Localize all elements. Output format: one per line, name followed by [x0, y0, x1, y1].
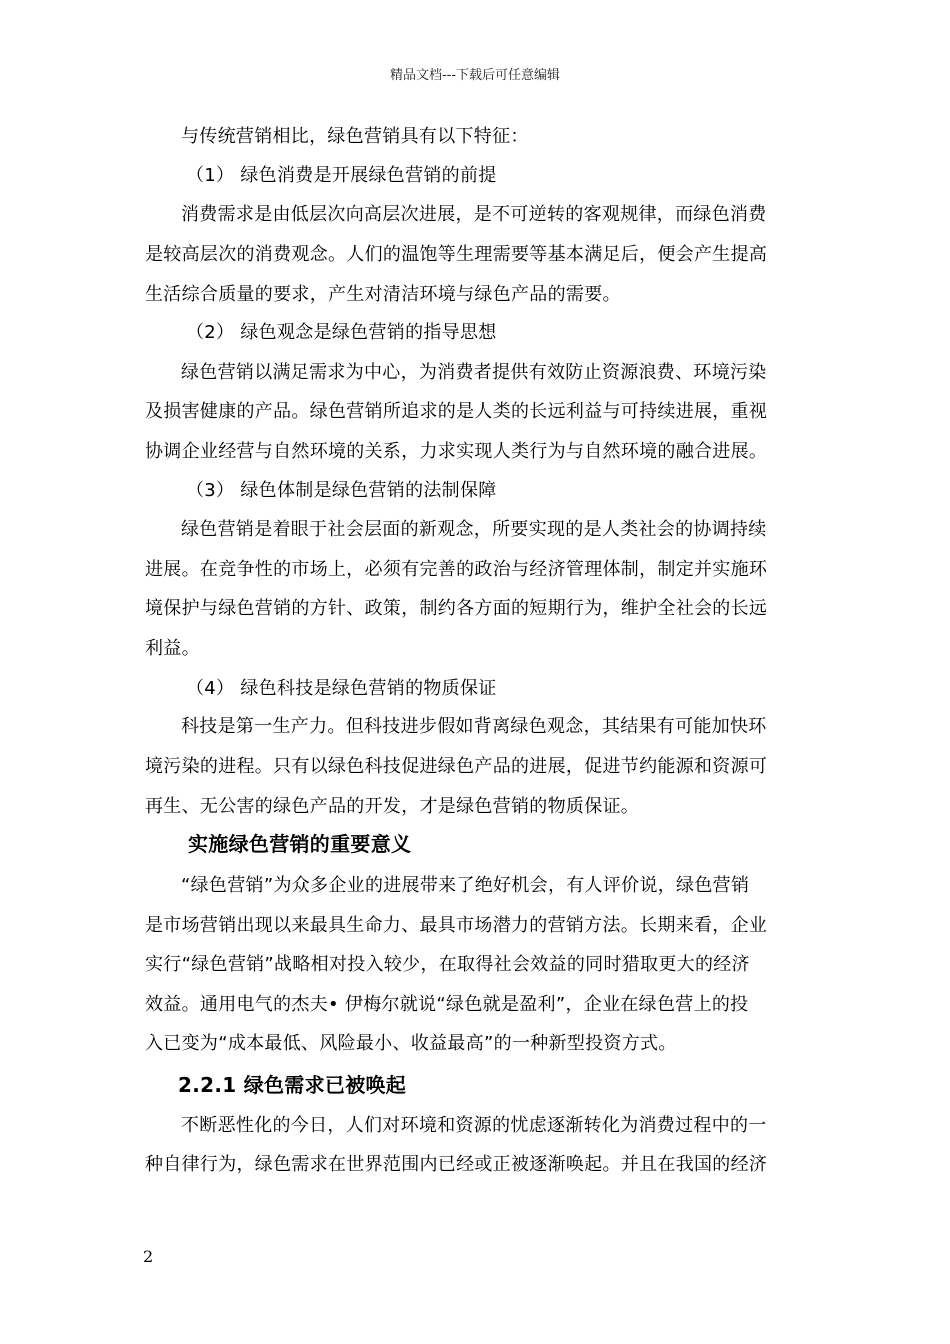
paragraph-line: 利益。 — [145, 638, 200, 659]
paragraph-line: 实行“绿色营销”战略相对投入较少，在取得社会效益的同时猎取更大的经济 — [145, 954, 750, 975]
subheading-4: （4） 绿色科技是绿色营销的物质保证 — [186, 678, 497, 699]
paragraph-line: 及损害健康的产品。绿色营销所追求的是人类的长远利益与可持续进展，重视 — [145, 401, 768, 422]
page-header: 精品文档---下载后可任意编辑 — [389, 68, 561, 83]
paragraph-line: 是较高层次的消费观念。人们的温饱等生理需要等基本满足后，便会产生提高 — [145, 244, 768, 265]
paragraph-line: 再生、无公害的绿色产品的开发，才是绿色营销的物质保证。 — [145, 796, 640, 817]
section-heading: 实施绿色营销的重要意义 — [188, 832, 412, 856]
paragraph-line: 入已变为“成本最低、风险最小、收益最高”的一种新型投资方式。 — [145, 1033, 677, 1054]
paragraph-line: 消费需求是由低层次向高层次进展，是不可逆转的客观规律，而绿色消费 — [181, 204, 767, 225]
paragraph-line: 绿色营销以满足需求为中心，为消费者提供有效防止资源浪费、环境污染 — [181, 362, 767, 383]
subheading-3: （3） 绿色体制是绿色营销的法制保障 — [186, 480, 497, 501]
paragraph-line: 协调企业经营与自然环境的关系，力求实现人类行为与自然环境的融合进展。 — [145, 441, 768, 462]
subheading-2: （2） 绿色观念是绿色营销的指导思想 — [186, 322, 497, 343]
subheading-1: （1） 绿色消费是开展绿色营销的前提 — [186, 165, 497, 186]
page-number: 2 — [143, 1247, 154, 1266]
paragraph-line: 种自律行为，绿色需求在世界范围内已经或正被逐渐唤起。并且在我国的经济 — [145, 1154, 768, 1175]
paragraph-line: 与传统营销相比，绿色营销具有以下特征： — [181, 126, 529, 147]
paragraph-line: 是市场营销出现以来最具生命力、最具市场潜力的营销方法。长期来看，企业 — [145, 915, 768, 936]
paragraph-line: 境保护与绿色营销的方针、政策，制约各方面的短期行为，维护全社会的长远 — [145, 598, 768, 619]
paragraph-line: “绿色营销”为众多企业的进展带来了绝好机会，有人评价说，绿色营销 — [181, 875, 750, 896]
paragraph-line: 效益。通用电气的杰夫• 伊梅尔就说“绿色就是盈利”，企业在绿色营上的投 — [145, 994, 749, 1015]
paragraph-line: 生活综合质量的要求，产生对清洁环境与绿色产品的需要。 — [145, 284, 621, 305]
paragraph-line: 不断恶性化的今日，人们对环境和资源的忧虑逐渐转化为消费过程中的一 — [181, 1115, 767, 1136]
paragraph-line: 绿色营销是着眼于社会层面的新观念，所要实现的是人类社会的协调持续 — [181, 519, 767, 540]
paragraph-line: 进展。在竞争性的市场上，必须有完善的政治与经济管理体制，制定并实施环 — [145, 559, 768, 580]
paragraph-line: 科技是第一生产力。但科技进步假如背离绿色观念，其结果有可能加快环 — [181, 716, 767, 737]
subsection-heading: 2.2.1 绿色需求已被唤起 — [178, 1073, 407, 1097]
paragraph-line: 境污染的进程。只有以绿色科技促进绿色产品的进展，促进节约能源和资源可 — [145, 756, 768, 777]
